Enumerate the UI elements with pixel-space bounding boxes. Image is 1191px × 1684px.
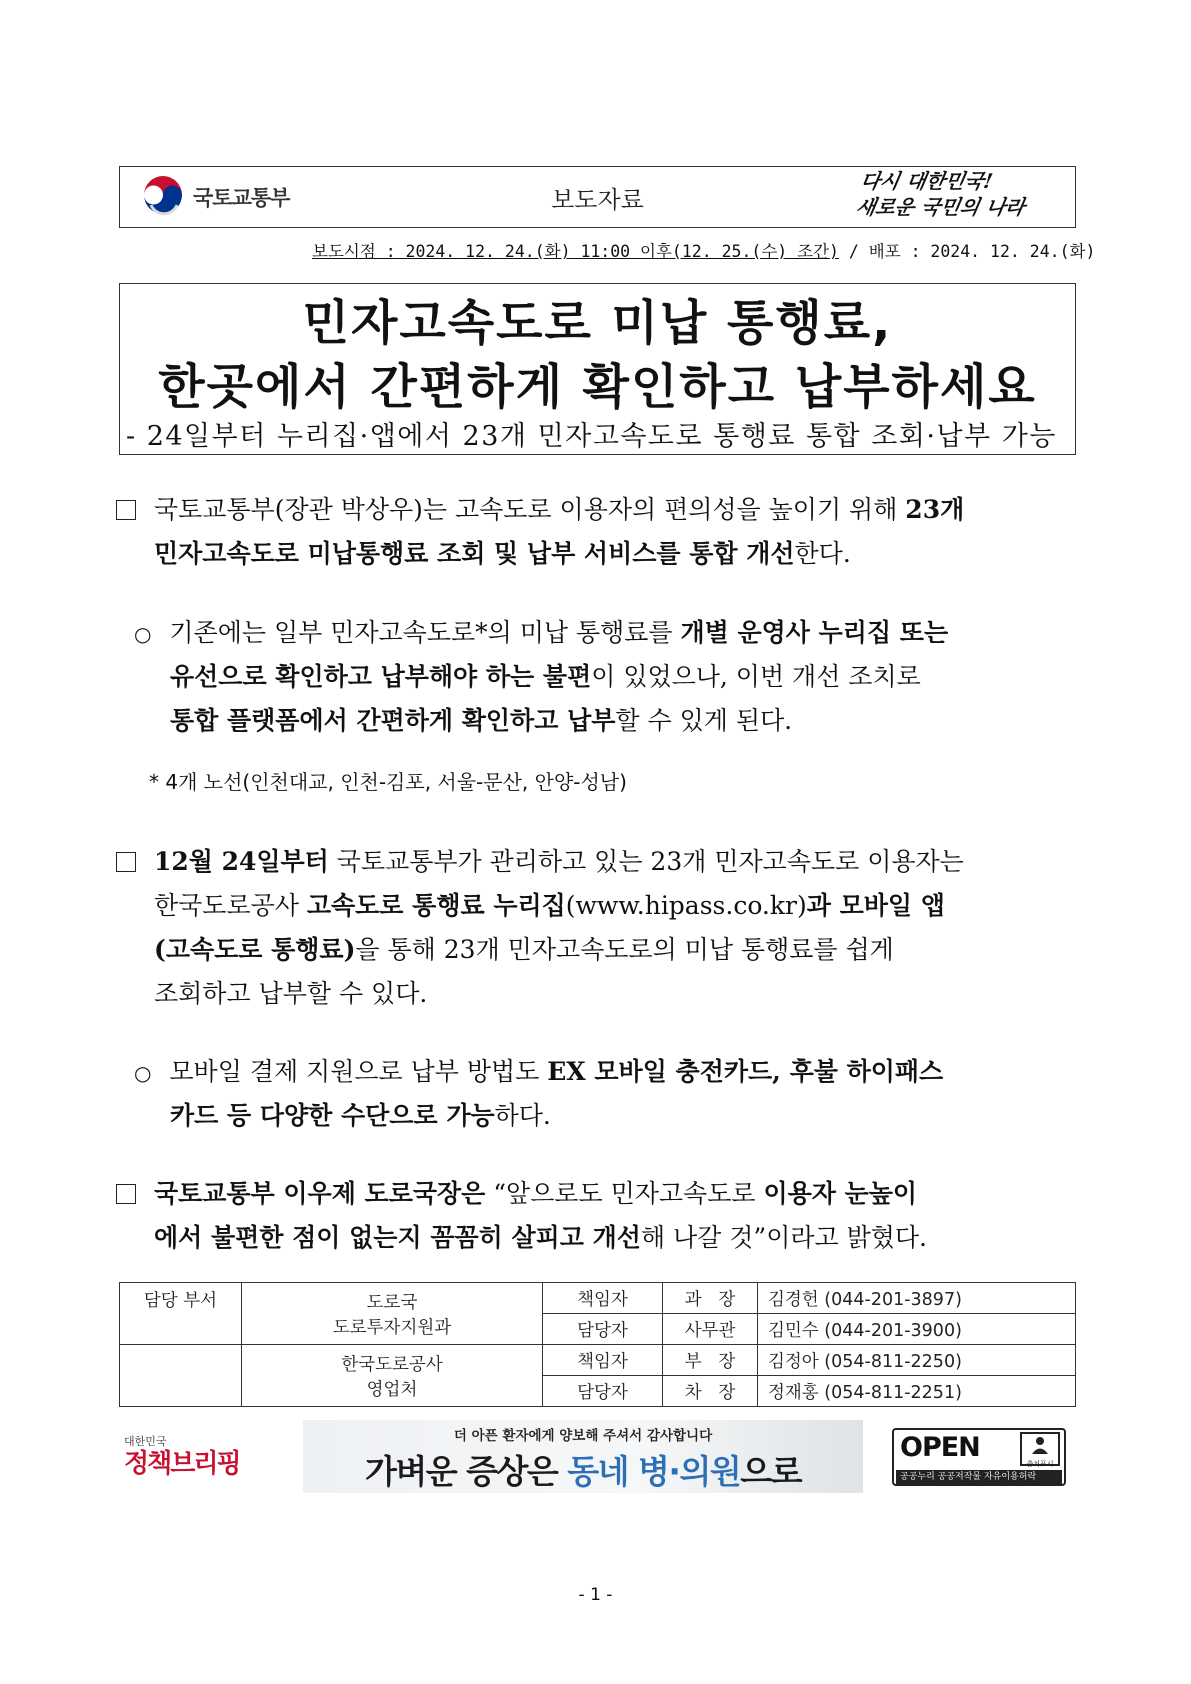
paragraph-3-line1: 국토교통부 이우제 도로국장은 “앞으로도 민자고속도로 이용자 눈높이 (116, 1172, 917, 1216)
sub-paragraph-1-line2: 유선으로 확인하고 납부해야 하는 불편이 있었으나, 이번 개선 조치로 (170, 662, 921, 691)
dept-org1: 도로국 도로투자지원과 (242, 1283, 543, 1345)
sub-paragraph-1-line1: ○ 기존에는 일부 민자고속도로*의 미납 통행료를 개별 운영사 누리집 또는 (134, 618, 949, 647)
paragraph-2-line3: (고속도로 통행료)을 통해 23개 민자고속도로의 미납 통행료를 쉽게 (154, 935, 894, 964)
subtitle: - 24일부터 누리집·앱에서 23개 민자고속도로 통행료 통합 조회·납부 가능 (126, 421, 1057, 452)
square-bullet-icon (116, 1184, 136, 1204)
distribution-date: / 배포 : 2024. 12. 24.(화) (838, 242, 1096, 261)
slogan-line1: 다시 대한민국! (858, 169, 995, 193)
slogan (853, 168, 1078, 226)
square-bullet-icon (116, 852, 136, 872)
hipass-url: (www.hipass.co.kr) (565, 891, 807, 920)
taegeuk-emblem-icon (141, 175, 185, 219)
embargo-time: 보도시점 : 2024. 12. 24.(화) 11:00 이후(12. 25.(수) 조간) (312, 242, 839, 261)
dept-org2: 한국도로공사 영업처 (242, 1345, 543, 1407)
open-word: OPEN (900, 1432, 980, 1463)
page-number: - 1 - (578, 1585, 613, 1605)
sub-paragraph-2-line1: ○ 모바일 결제 지원으로 납부 방법도 EX 모바일 충전카드, 후불 하이패스 (134, 1057, 944, 1086)
sub-paragraph-1-line3: 통합 플랫폼에서 간편하게 확인하고 납부할 수 있게 된다. (170, 706, 793, 735)
kogl-caption: 공공누리 공공저작물 자유이용허락 (896, 1470, 1062, 1484)
headline-line1: 민자고속도로 미납 통행료, (302, 295, 893, 351)
policy-briefing-logo: 대한민국 정책브리핑 (124, 1435, 240, 1479)
paragraph-3-line2: 에서 불편한 점이 없는지 꼼꼼히 살피고 개선해 나갈 것”이라고 밝혔다. (154, 1223, 928, 1252)
sub-paragraph-2-line2: 카드 등 다양한 수단으로 가능하다. (170, 1101, 551, 1130)
square-bullet-icon (116, 500, 136, 520)
table-row: 담당 부서 도로국 도로투자지원과 책임자 과 장 김경헌 (044-201-3897) (120, 1283, 1076, 1314)
table-row: 한국도로공사 영업처 책임자 부 장 김정아 (054-811-2250) (120, 1345, 1076, 1376)
paragraph-2-line4: 조회하고 납부할 수 있다. (154, 979, 428, 1008)
attribution-icon: 출처표시 (1020, 1432, 1060, 1466)
paragraph-2-line2: 한국도로공사 고속도로 통행료 누리집(www.hipass.co.kr)과 모바일 앱 (154, 891, 945, 920)
contact-person: 김민수 (044-201-3900) (758, 1314, 1076, 1345)
contact-person: 정재홍 (054-811-2251) (758, 1376, 1076, 1407)
ministry-name: 국토교통부 (193, 186, 290, 210)
ministry-logo (141, 172, 341, 222)
paragraph-1-line1: 국토교통부(장관 박상우)는 고속도로 이용자의 편의성을 높이기 위해 23개 (116, 488, 964, 532)
headline-line2: 한곳에서 간편하게 확인하고 납부하세요 (158, 359, 1037, 415)
doc-type: 보도자료 (551, 186, 644, 214)
paragraph-2-line1: 12월 24일부터 국토교통부가 관리하고 있는 23개 민자고속도로 이용자는 (116, 840, 964, 884)
circle-bullet-icon: ○ (134, 1061, 152, 1085)
contact-person: 김정아 (054-811-2250) (758, 1345, 1076, 1376)
contact-person: 김경헌 (044-201-3897) (758, 1283, 1076, 1314)
banner-top-text: 더 아픈 환자에게 양보해 주셔서 감사합니다 (453, 1428, 713, 1444)
contact-table (119, 1282, 1076, 1407)
person-icon (1022, 1434, 1058, 1456)
slogan-line2: 새로운 국민의 나라 (854, 195, 1027, 219)
paragraph-1-line2: 민자고속도로 미납통행료 조회 및 납부 서비스를 통합 개선한다. (154, 539, 851, 568)
footnote: * 4개 노선(인천대교, 인천-김포, 서울-문산, 안양-성남) (149, 770, 627, 794)
dept-label: 담당 부서 (120, 1283, 242, 1345)
table-row: 담당자 사무관 김민수 (044-201-3900) (120, 1314, 1076, 1345)
table-row: 담당자 차 장 정재홍 (054-811-2251) (120, 1376, 1076, 1407)
banner-main-text: 가벼운 증상은 동네 병·의원으로 (365, 1452, 801, 1491)
dept-label-empty (120, 1345, 242, 1407)
release-info (312, 238, 1096, 262)
circle-bullet-icon: ○ (134, 622, 152, 646)
